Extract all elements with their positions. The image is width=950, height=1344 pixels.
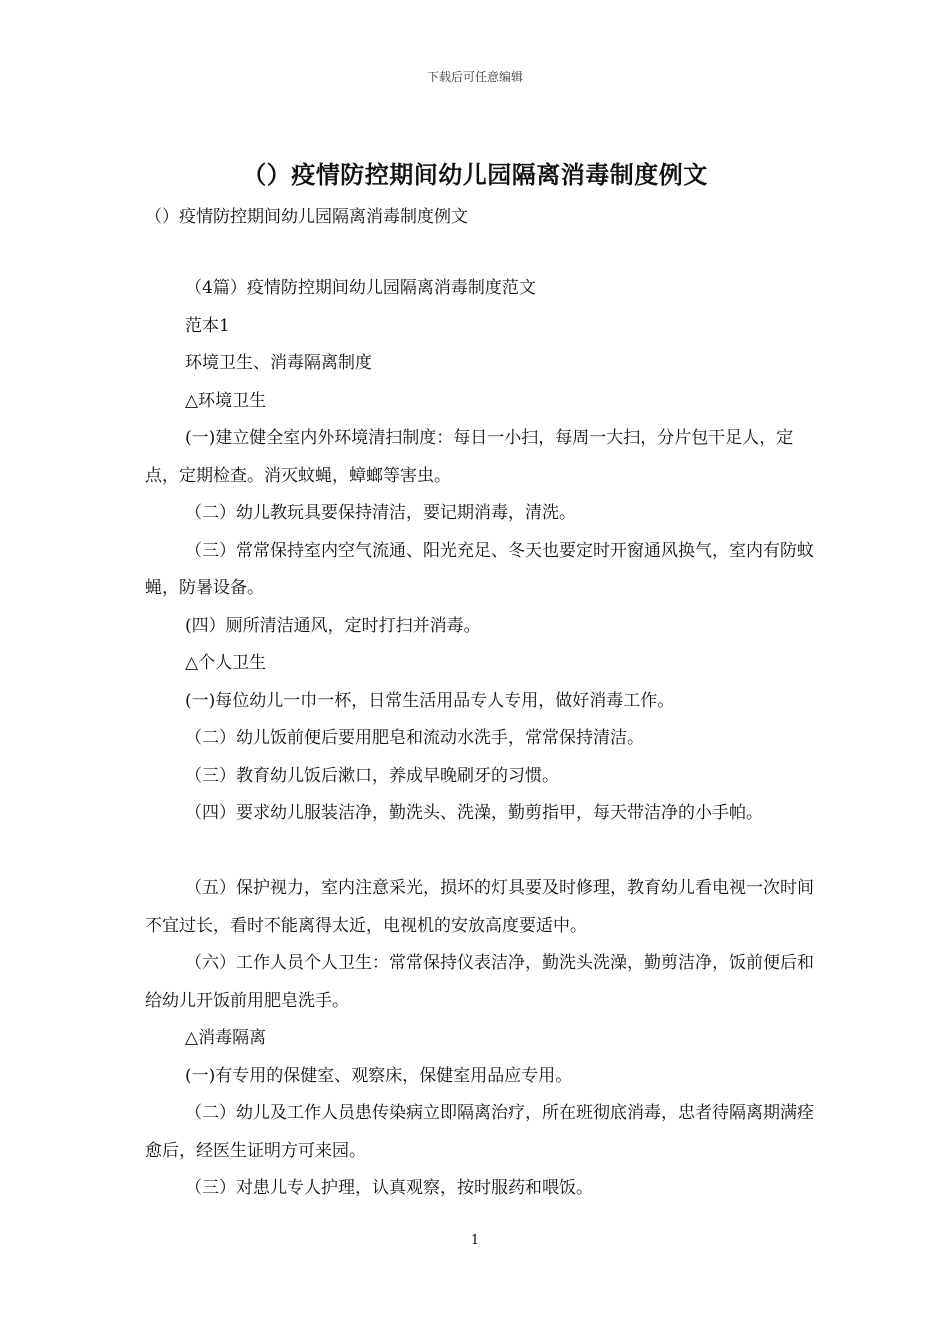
paragraph-disinfect-3: （三）对患儿专人护理，认真观察，按时服药和喂饭。 xyxy=(185,1178,593,1198)
document-body xyxy=(145,270,825,1208)
paragraph-personal-4: （四）要求幼儿服装洁净，勤洗头、洗澡，勤剪指甲，每天带洁净的小手帕。 xyxy=(185,803,763,823)
paragraph-disinfect-2: （二）幼儿及工作人员患传染病立即隔离治疗，所在班彻底消毒，忠者待隔离期满痊愈后，经医生证明方可来园。 xyxy=(145,1103,814,1161)
paragraph-env-1: (一)建立健全室内外环境清扫制度：每日一小扫，每周一大扫，分片包干足人，定点，定期检查。消灭蚊蝇，蟑螂等害虫。 xyxy=(145,428,794,486)
document-subtitle: （）疫情防控期间幼儿园隔离消毒制度例文 xyxy=(145,207,468,227)
paragraph-env-2: （二）幼儿教玩具要保持清洁，要记期消毒，清洗。 xyxy=(185,503,576,523)
paragraph-personal-6: （六）工作人员个人卫生：常常保持仪表洁净，勤洗头洗澡，勤剪洁净，饭前便后和给幼儿开饭前用肥皂洗手。 xyxy=(145,953,814,1011)
page-header: 下载后可任意编辑 xyxy=(426,70,523,84)
paragraph-intro: （4篇）疫情防控期间幼儿园隔离消毒制度范文 xyxy=(185,278,536,298)
paragraph-personal-1: (一)每位幼儿一巾一杯，日常生活用品专人专用，做好消毒工作。 xyxy=(185,690,675,711)
paragraph-disinfect-1: (一)有专用的保健室、观察床，保健室用品应专用。 xyxy=(185,1065,573,1086)
paragraph-section-heading: 环境卫生、消毒隔离制度 xyxy=(185,353,372,373)
paragraph-env-3: （三）常常保持室内空气流通、阳光充足、冬天也要定时开窗通风换气，室内有防蚊蝇，防暑设备。 xyxy=(145,540,814,598)
paragraph-env-4: (四）厕所清洁通风，定时打扫并消毒。 xyxy=(185,615,481,636)
paragraph-personal-3: （三）教育幼儿饭后漱口，养成早晚刷牙的习惯。 xyxy=(185,765,559,786)
paragraph-personal-5: （五）保护视力，室内注意采光，损坏的灯具要及时修理，教育幼儿看电视一次时间不宜过长，看时不能离得太近，电视机的安放高度要适中。 xyxy=(145,878,814,936)
document-title: （）疫情防控期间幼儿园隔离消毒制度例文 xyxy=(242,160,708,189)
paragraph-env-heading: △环境卫生 xyxy=(185,390,267,411)
paragraph-disinfect-heading: △消毒隔离 xyxy=(185,1028,267,1048)
paragraph-sample-label: 范本1 xyxy=(185,315,230,336)
paragraph-personal-2: （二）幼儿饭前便后要用肥皂和流动水洗手，常常保持清洁。 xyxy=(185,728,644,748)
paragraph-spacer xyxy=(145,833,825,871)
paragraph-personal-heading: △个人卫生 xyxy=(185,653,267,673)
page-number: 1 xyxy=(470,1233,480,1248)
